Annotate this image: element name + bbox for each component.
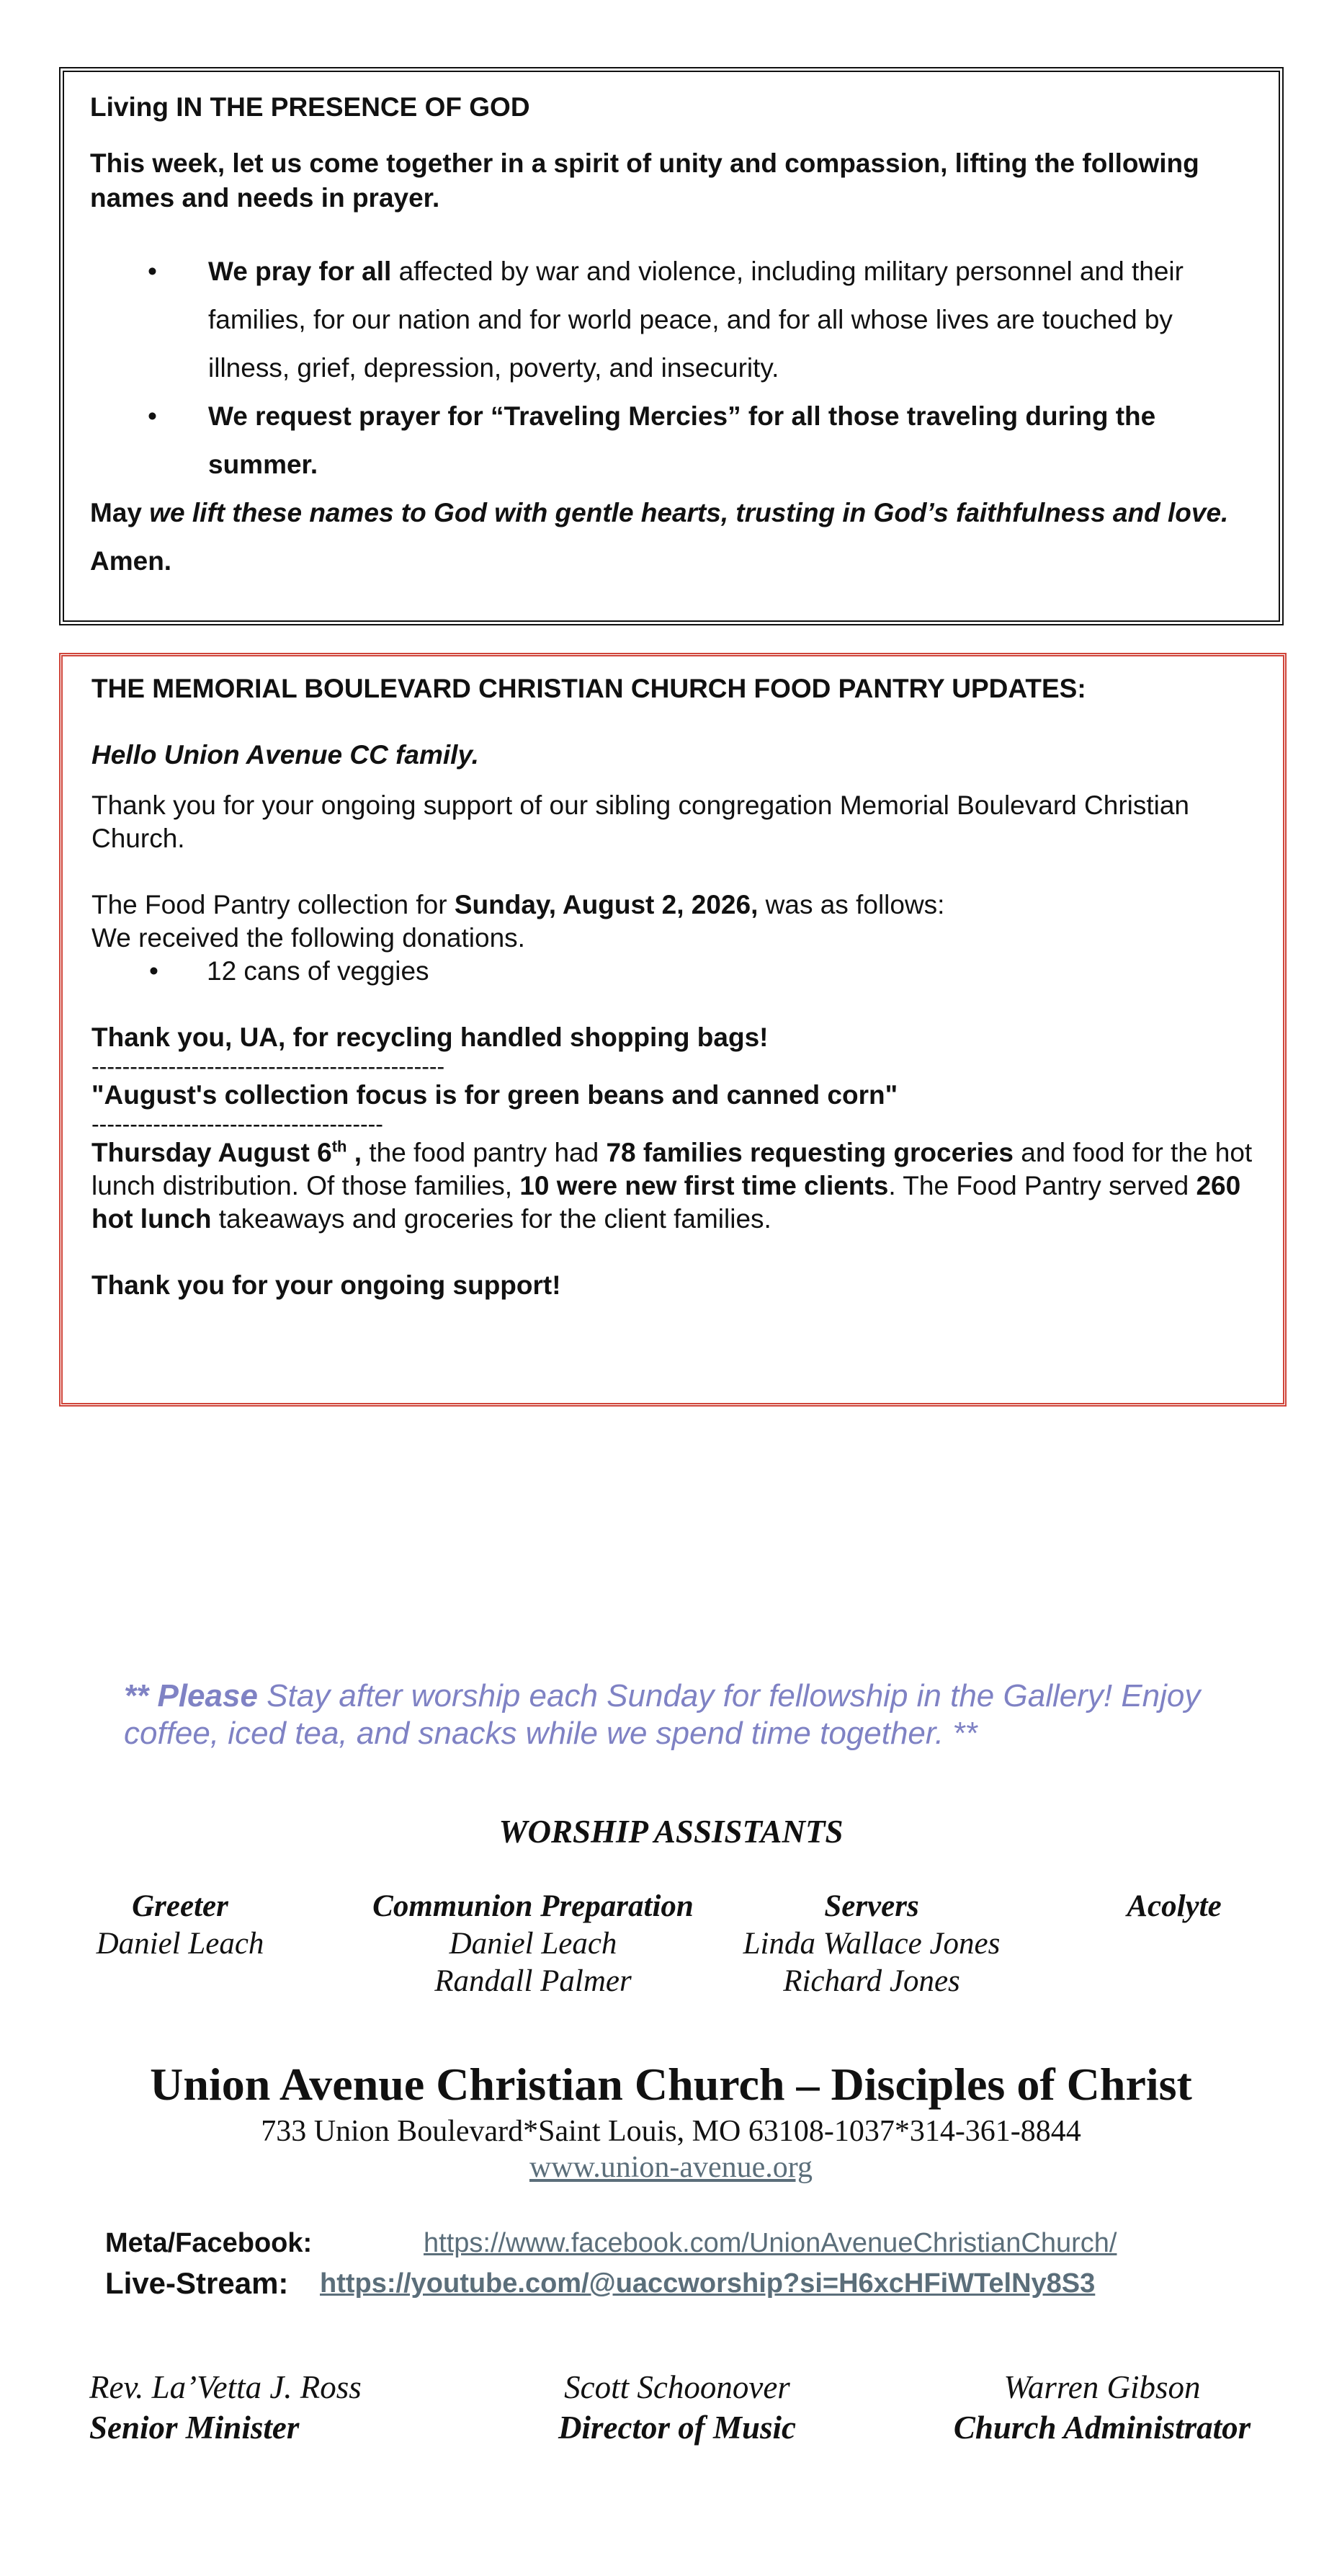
prayer-item (90, 247, 1253, 392)
prayer-intro: This week, let us come together in a spirit of unity and compassion, lifting the following names and needs in prayer. (90, 148, 1199, 213)
donation-item-text: 12 cans of veggies (207, 956, 429, 986)
prayer-closing-may: May (90, 498, 150, 527)
report-comma: , (346, 1138, 362, 1167)
wa-name: Richard Jones (783, 1964, 960, 1998)
staff-role: Director of Music (558, 2410, 796, 2446)
staff-name: Rev. La’Vetta J. Ross (89, 2369, 362, 2405)
prayer-box (59, 67, 1284, 625)
facebook-label: Meta/Facebook: (105, 2228, 313, 2258)
bullet-icon: • (149, 956, 158, 986)
pantry-received: We received the following donations. (91, 923, 525, 953)
staff-minister (72, 2367, 421, 2448)
wa-name: Randall Palmer (434, 1964, 632, 1998)
pantry-focus: "August's collection focus is for green beans and canned corn" (91, 1080, 898, 1110)
bullet-icon: • (148, 257, 157, 286)
fellowship-text: Stay after worship each Sunday for fellowship in the Gallery! Enjoy coffee, iced tea, and snacks while we spend time together. ** (124, 1678, 1201, 1751)
prayer-list (90, 247, 1253, 489)
worship-assistants-title: WORSHIP ASSISTANTS (498, 1814, 844, 1850)
wa-name: Linda Wallace Jones (743, 1927, 1001, 1961)
livestream-link[interactable]: https://youtube.com/@uaccworship?si=H6xcHFiWTelNy8S3 (320, 2268, 1096, 2299)
pantry-greeting: Hello Union Avenue CC family. (91, 740, 479, 770)
wa-column-servers (706, 1888, 1037, 2000)
report-text: and food for the hot lunch distribution. Of those families, (91, 1138, 1253, 1200)
report-new-clients: 10 were new first time clients (519, 1171, 889, 1200)
staff-role: Senior Minister (89, 2410, 300, 2446)
pantry-title: THE MEMORIAL BOULEVARD CHRISTIAN CHURCH FOOD PANTRY UPDATES: (91, 674, 1086, 703)
wa-column-greeter (58, 1888, 303, 1963)
donation-item (91, 955, 1254, 988)
pantry-recycling: Thank you, UA, for recycling handled shopping bags! (91, 1022, 769, 1052)
wa-heading: Greeter (132, 1889, 228, 1923)
prayer-title: Living IN THE PRESENCE OF GOD (90, 92, 530, 122)
wa-heading: Servers (824, 1889, 919, 1923)
staff-administrator (929, 2367, 1275, 2448)
divider-dashes: -------------------------------------- (91, 1111, 383, 1137)
bullet-icon: • (148, 401, 157, 431)
report-day: Thursday August 6 (91, 1138, 332, 1167)
pantry-thanks-support: Thank you for your ongoing support of our sibling congregation Memorial Boulevard Christian Church. (91, 790, 1190, 853)
report-text: . The Food Pantry served (888, 1171, 1196, 1200)
prayer-item-lead: We pray for all (208, 257, 392, 286)
staff-music (526, 2367, 828, 2448)
report-day-suffix: th (331, 1137, 347, 1156)
collection-pre: The Food Pantry collection for (91, 890, 455, 919)
divider-dashes: ---------------------------------------------- (91, 1053, 445, 1079)
church-address: 733 Union Boulevard*Saint Louis, MO 63108-1037*314-361-8844 (261, 2115, 1081, 2148)
prayer-closing (90, 489, 1253, 585)
collection-post: was as follows: (758, 890, 945, 919)
fellowship-lead: ** Please (124, 1678, 258, 1713)
prayer-closing-italic: we lift these names to God with gentle hearts, trusting in God’s faithfulness and love. (149, 498, 1229, 527)
pantry-report (91, 1136, 1254, 1236)
report-text: takeaways and groceries for the client families. (211, 1204, 771, 1234)
wa-name: Daniel Leach (96, 1927, 264, 1961)
food-pantry-box (59, 653, 1287, 1407)
wa-heading: Acolyte (1127, 1889, 1222, 1923)
prayer-closing-amen: Amen. (90, 546, 172, 576)
report-hot-lunch: 260 hot lunch (91, 1171, 1241, 1234)
report-families: 78 families requesting groceries (606, 1138, 1014, 1167)
report-text: the food pantry had (362, 1138, 607, 1167)
wa-heading: Communion Preparation (372, 1889, 694, 1923)
staff-role: Church Administrator (953, 2410, 1251, 2446)
livestream-label: Live-Stream: (105, 2266, 289, 2300)
staff-name: Warren Gibson (1003, 2369, 1201, 2405)
wa-name: Daniel Leach (449, 1927, 617, 1961)
prayer-item-lead: We request prayer for “Traveling Mercies” for all those traveling during the summer. (208, 401, 1156, 479)
fellowship-note (124, 1677, 1248, 1752)
prayer-item (90, 392, 1253, 489)
wa-column-communion (339, 1888, 728, 2000)
wa-column-acolyte (1066, 1888, 1282, 1925)
pantry-collection (91, 888, 1254, 922)
church-name: Union Avenue Christian Church – Disciples of Christ (150, 2059, 1192, 2110)
church-website-link[interactable]: www.union-avenue.org (529, 2151, 813, 2184)
prayer-item-text: affected by war and violence, including military personnel and their families, for our nation and for world peace, and for all whose lives are touched by illness, grief, depression, poverty, and insecurity. (208, 257, 1184, 383)
collection-date: Sunday, August 2, 2026, (454, 890, 759, 919)
facebook-link[interactable]: https://www.facebook.com/UnionAvenueChristianChurch/ (424, 2228, 1117, 2258)
staff-name: Scott Schoonover (564, 2369, 790, 2405)
pantry-closing: Thank you for your ongoing support! (91, 1270, 561, 1300)
